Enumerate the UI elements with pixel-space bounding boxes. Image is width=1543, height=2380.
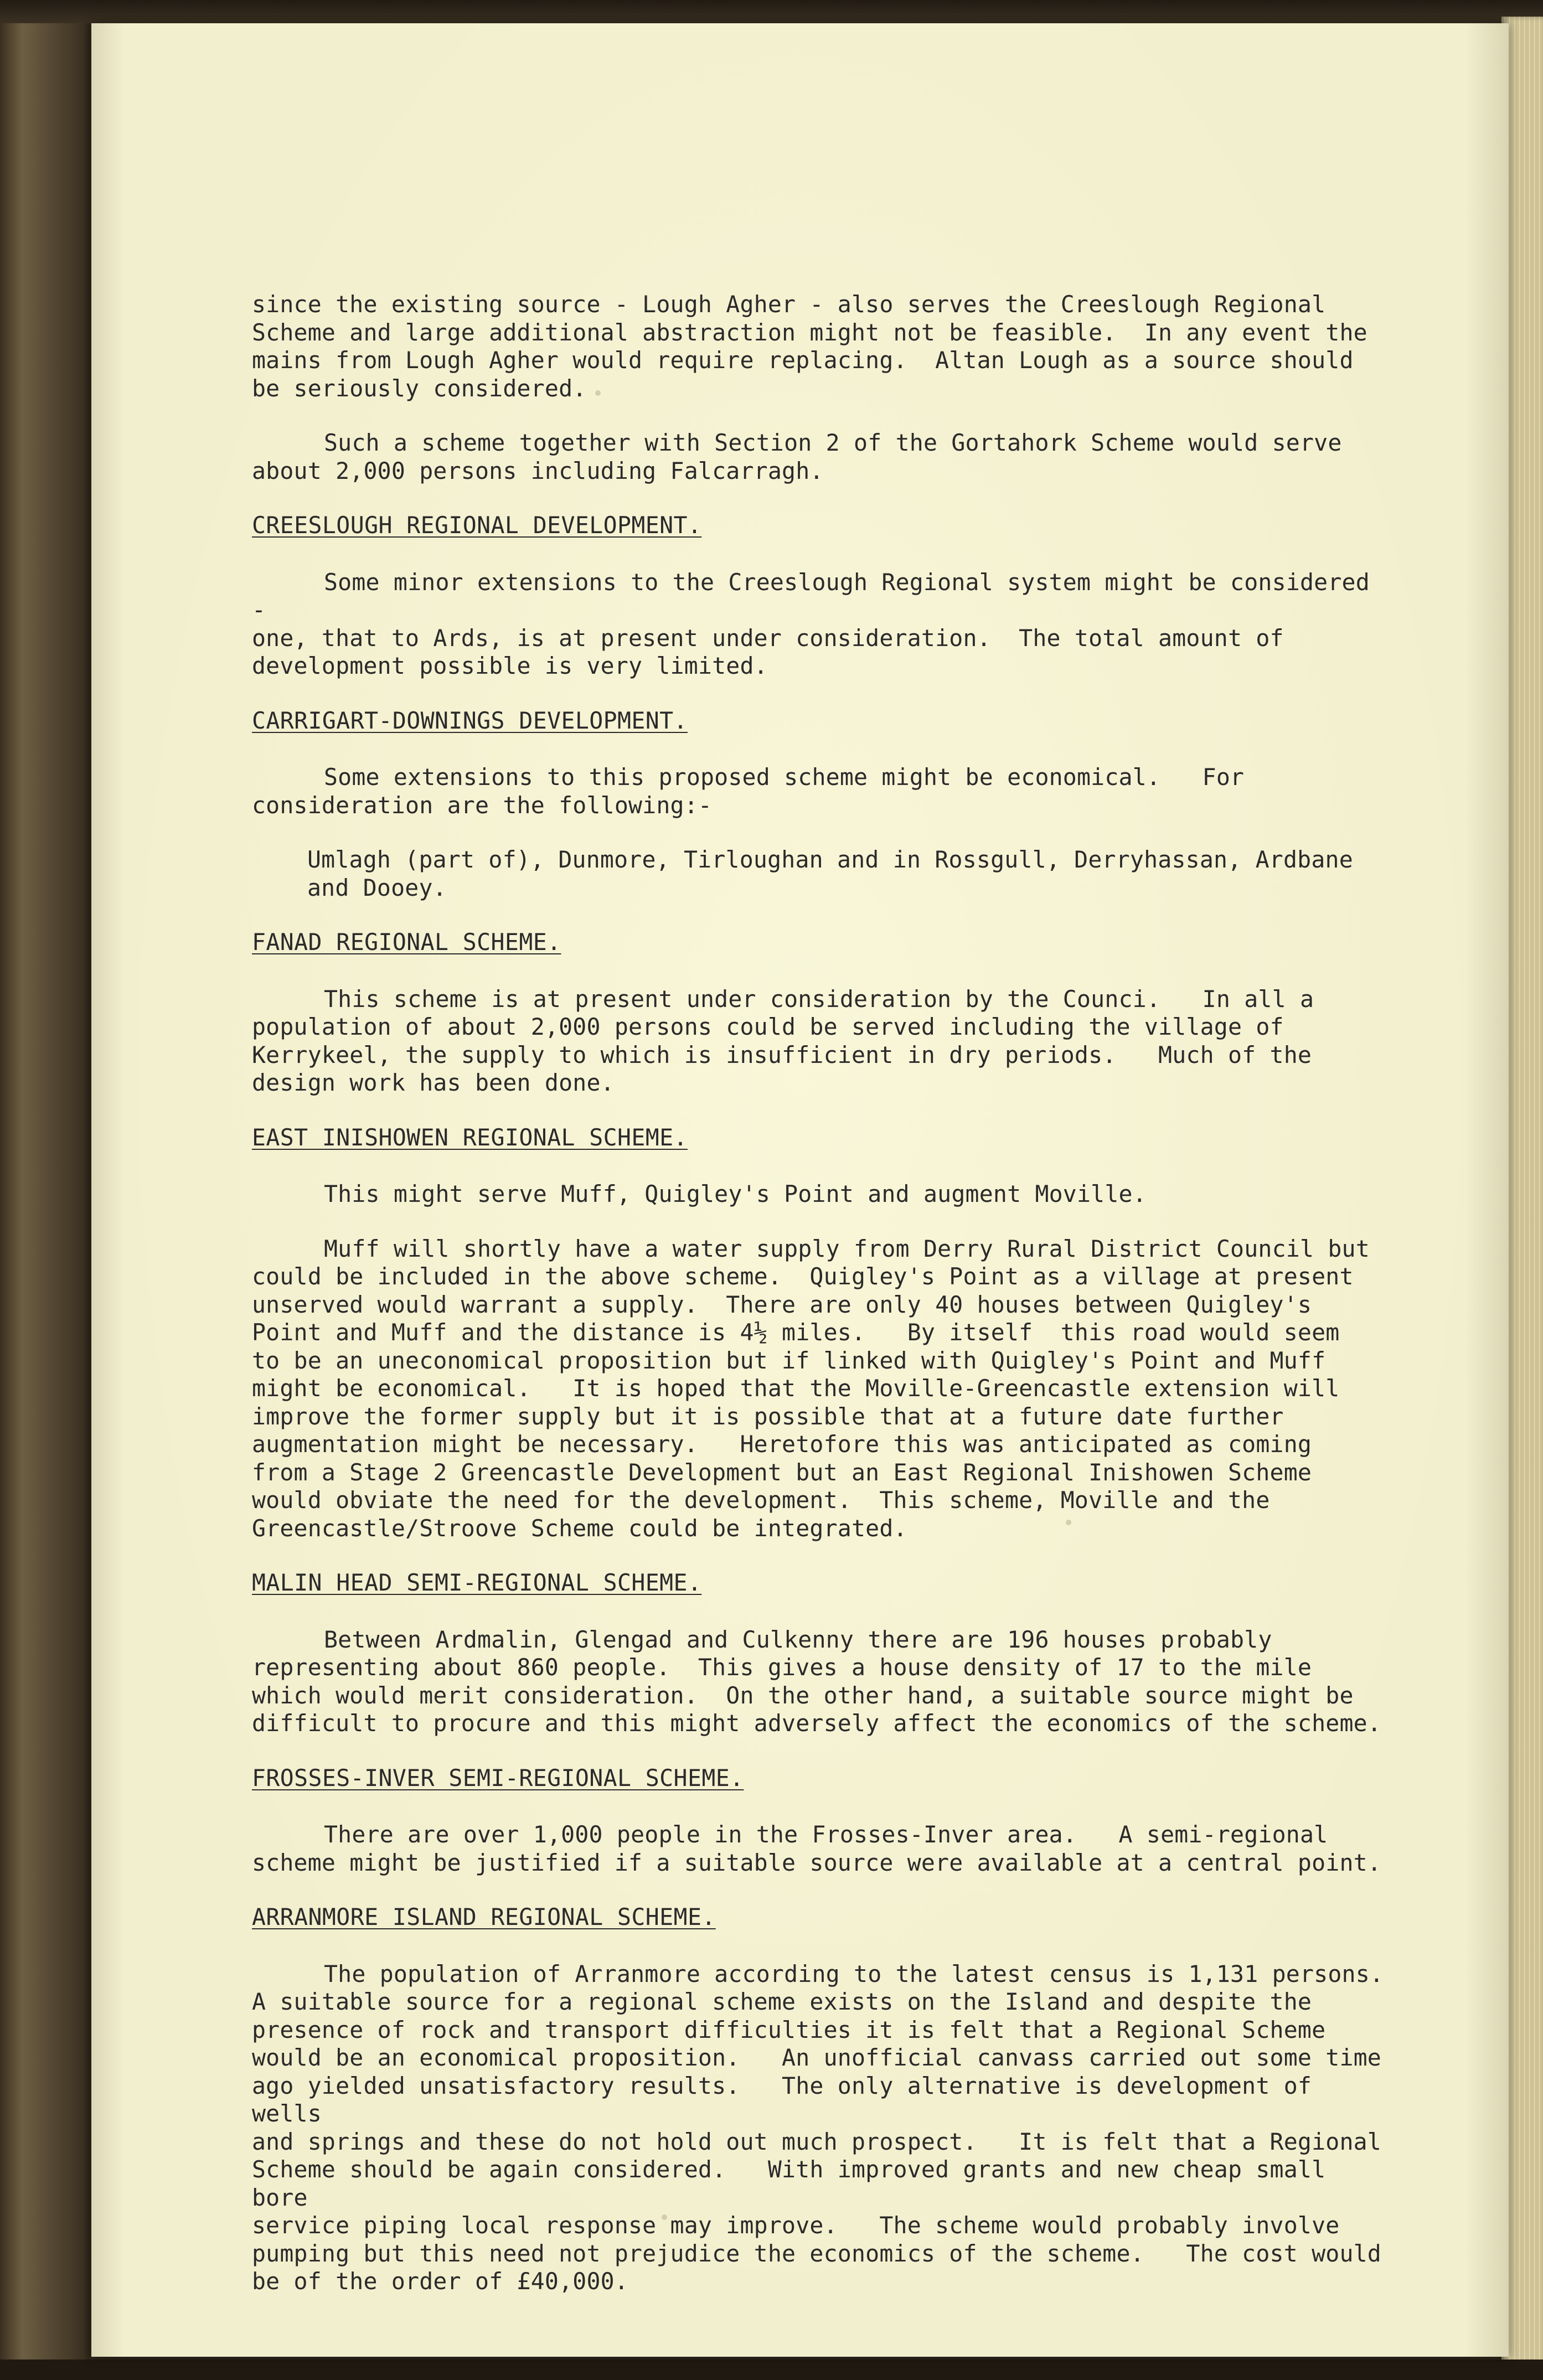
paragraph-creeslough-extensions: Some minor extensions to the Creeslough Regional system might be considered - one, that to Ards, is at present under consideration. The total amount of development possible is very limited. [252,568,1370,679]
scanner-bottom-edge [0,2360,1543,2380]
paragraph-frosses-inver: There are over 1,000 people in the Frosses-Inver area. A semi-regional scheme might be justified if a suitable source were available at a central point. [252,1821,1381,1876]
ink-speck [662,2214,667,2220]
heading-frosses-inver: FROSSES-INVER SEMI-REGIONAL SCHEME. [252,1764,744,1792]
heading-creeslough-regional: CREESLOUGH REGIONAL DEVELOPMENT. [252,512,702,539]
ink-speck [1066,1520,1071,1525]
ink-speck [595,390,601,396]
paragraph-east-inishowen-intro: This might serve Muff, Quigley's Point and augment Moville. [324,1180,1147,1207]
scanner-top-edge [0,0,1543,23]
document-text [252,291,1387,2296]
paragraph-townland-list: Umlagh (part of), Dunmore, Tirloughan and in Rossgull, Derryhassan, Ardbane and Dooey. [307,846,1353,901]
heading-fanad-regional: FANAD REGIONAL SCHEME. [252,928,561,956]
heading-malin-head: MALIN HEAD SEMI-REGIONAL SCHEME. [252,1569,702,1596]
paragraph-carrigart-extensions: Some extensions to this proposed scheme might be economical. For consideration are the following:- [252,763,1245,819]
paragraph-arranmore-island: The population of Arranmore according to the latest census is 1,131 persons. A suitable source for a regional scheme exists on the Island and despite the presence of rock and transport difficulties it is felt that a Regional Scheme would be an economical proposition. An unofficial canvass carried out some time ago yielded unsatisfactory results. The only alternative is development of wells and springs and these do not hold out much prospect. It is felt that a Regional Scheme should be again considered. With improved grants and new cheap small bore service piping local response may improve. The scheme would probably involve pumping but this need not prejudice the economics of the scheme. The cost would be of the order of £40,000. [252,1960,1384,2295]
paragraph-gortahork-scheme: Such a scheme together with Section 2 of the Gortahork Scheme would serve about 2,000 persons including Falcarragh. [252,429,1342,484]
paragraph-muff-supply: Muff will shortly have a water supply from Derry Rural District Council but could be included in the above scheme. Quigley's Point as a village at present unserved would warrant a supply. There are only 40 houses between Quigley's Point and Muff and the distance is 4½ miles. By itself this road would seem to be an uneconomical proposition but if linked with Quigley's Point and Muff might be economical. It is hoped that the Moville-Greencastle extension will improve the former supply but it is possible that at a future date further augmentation might be necessary. Heretofore this was anticipated as coming from a Stage 2 Greencastle Development but an East Regional Inishowen Scheme would obviate the need for the development. This scheme, Moville and the Greencastle/Stroove Scheme could be integrated. [252,1235,1370,1542]
heading-carrigart-downings: CARRIGART-DOWNINGS DEVELOPMENT. [252,706,688,734]
paragraph-lough-agher: since the existing source - Lough Agher - also serves the Creeslough Regional Scheme and large additional abstraction might not be feasible. In any event the mains from Lough Agher would require replacing. Altan Lough as a source should be seriously considered. [252,291,1367,402]
paragraph-fanad-scheme: This scheme is at present under consideration by the Counci. In all a population of about 2,000 persons could be served including the village of Kerrykeel, the supply to which is insufficient in dry periods. Much of the design work has been done. [252,985,1314,1096]
paragraph-malin-head: Between Ardmalin, Glengad and Culkenny there are 196 houses probably representing about 860 people. This gives a house density of 17 to the mile which would merit consideration. On the other hand, a suitable source might be difficult to procure and this might adversely affect the economics of the scheme. [252,1625,1381,1737]
heading-arranmore-island: ARRANMORE ISLAND REGIONAL SCHEME. [252,1903,716,1930]
heading-east-inishowen: EAST INISHOWEN REGIONAL SCHEME. [252,1123,688,1151]
